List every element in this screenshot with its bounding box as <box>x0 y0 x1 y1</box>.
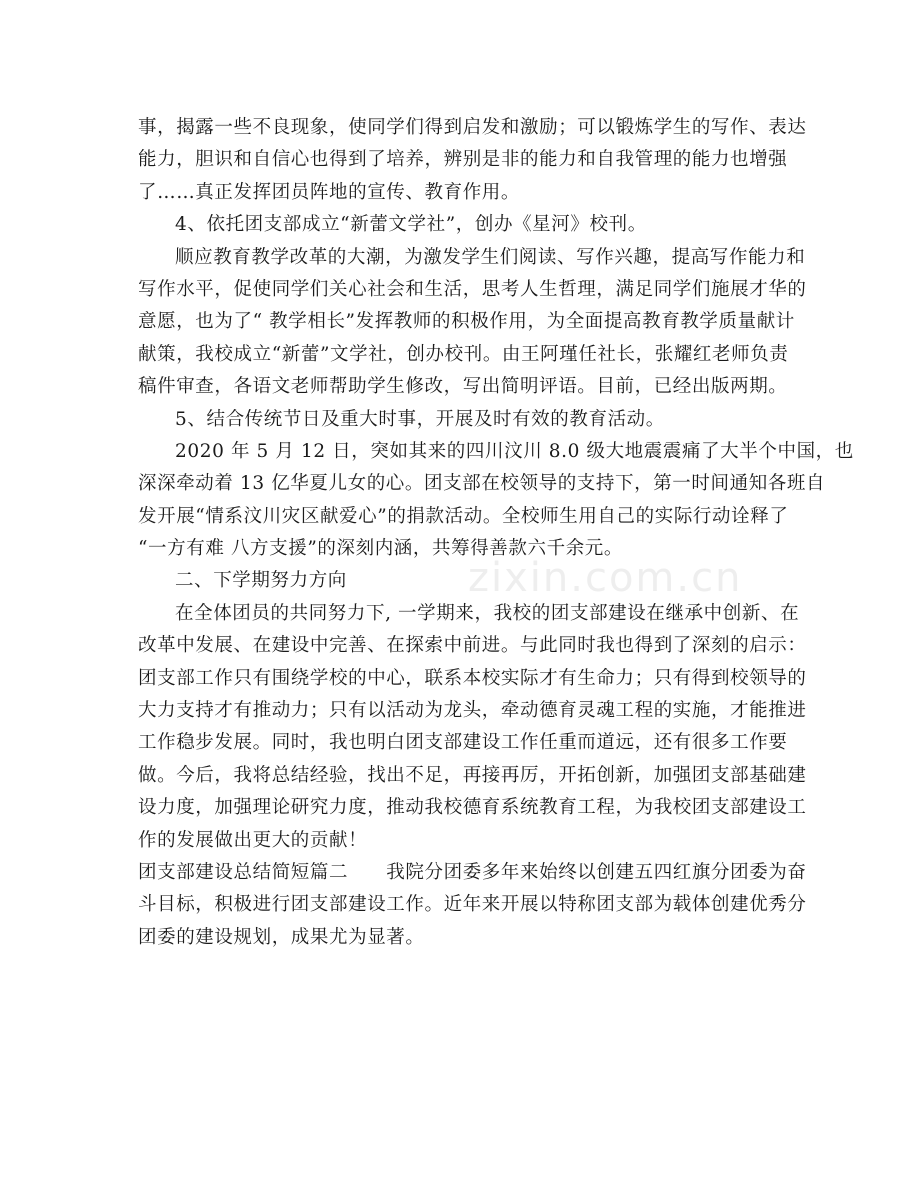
text-line: 2020 年 5 月 12 日，突如其来的四川汶川 8.0 级大地震震痛了大半个中国，也 <box>175 440 854 462</box>
text-line: 事，揭露一些不良现象，使同学们得到启发和激励；可以锻炼学生的写作、表达 <box>138 117 807 138</box>
text-line: 大力支持才有推动力；只有以活动为龙头，牵动德育灵魂工程的实施，才能推进 <box>138 700 807 722</box>
text-line: 做。今后，我将总结经验，找出不足，再接再厉，开拓创新，加强团支部基础建 <box>138 764 807 786</box>
text-line: 了……真正发挥团员阵地的宣传、教育作用。 <box>138 181 521 203</box>
document-body <box>138 112 854 954</box>
text-line: 二、下学期努力方向 <box>175 570 347 592</box>
text-line: 团委的建设规划，成果尤为显著。 <box>138 926 425 948</box>
text-line: 在全体团员的共同努力下, 一学期来，我校的团支部建设在继承中创新、在 <box>175 602 800 624</box>
text-line: 稿件审查，各语文老师帮助学生修改，写出简明评语。目前，已经出版两期。 <box>138 376 788 398</box>
text-line: 斗目标，积极进行团支部建设工作。近年来开展以特称团支部为载体创建优秀分 <box>138 894 807 916</box>
text-line: 写作水平，促使同学们关心社会和生活，思考人生哲理，满足同学们施展才华的 <box>138 278 807 300</box>
text-line: “一方有难 八方支援”的深刻内涵，共筹得善款六千余元。 <box>138 538 623 560</box>
text-line: 发开展“情系汶川灾区献爱心”的捐款活动。全校师生用自己的实际行动诠释了 <box>138 505 789 527</box>
text-line: 设力度，加强理论研究力度，推动我校德育系统教育工程，为我校团支部建设工 <box>138 797 807 819</box>
text-line: 改革中发展、在建设中完善、在探索中前进。与此同时我也得到了深刻的启示： <box>138 635 807 657</box>
text-line: 4、依托团支部成立“新蕾文学社”，创办《星河》校刊。 <box>175 214 647 236</box>
text-line: 能力，胆识和自信心也得到了培养，辨别是非的能力和自我管理的能力也增强 <box>138 149 788 171</box>
text-line: 团支部建设总结简短篇二 我院分团委多年来始终以创建五四红旗分团委为奋 <box>138 861 807 883</box>
text-line: 工作稳步发展。同时，我也明白团支部建设工作任重而道远，还有很多工作要 <box>138 732 788 754</box>
text-line: 顺应教育教学改革的大潮，为激发学生们阅读、写作兴趣，提高写作能力和 <box>175 246 806 268</box>
watermark: zixin.com.cn <box>468 555 743 601</box>
text-line: 5、结合传统节日及重大时事，开展及时有效的教育活动。 <box>175 408 665 430</box>
text-line: 献策，我校成立“新蕾”文学社，创办校刊。由王阿瑾任社长，张耀红老师负责 <box>138 343 789 365</box>
text-line: 意愿，也为了“ 教学相长”发挥教师的积极作用，为全面提高教育教学质量献计 <box>138 311 795 333</box>
text-line: 深深牵动着 13 亿华夏儿女的心。团支部在校领导的支持下，第一时间通知各班自 <box>138 473 826 495</box>
text-line: 团支部工作只有围绕学校的中心，联系本校实际才有生命力；只有得到校领导的 <box>138 667 807 689</box>
text-line: 作的发展做出更大的贡献！ <box>138 829 368 851</box>
